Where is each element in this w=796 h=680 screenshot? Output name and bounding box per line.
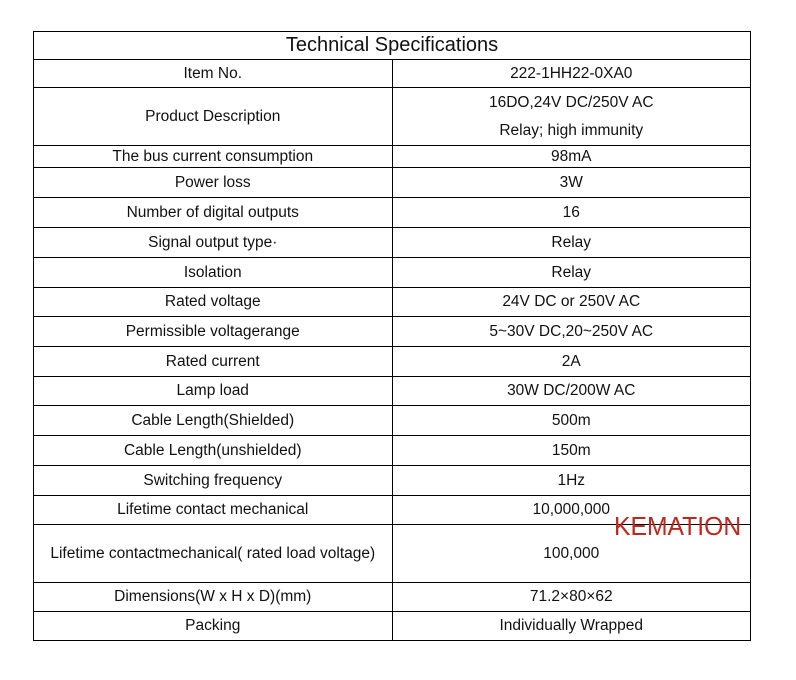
row-value: Individually Wrapped xyxy=(392,612,751,641)
table-row xyxy=(34,466,751,496)
kemation-watermark: KEMATION xyxy=(614,511,742,541)
table-row xyxy=(34,583,751,612)
row-value-line: Relay; high immunity xyxy=(499,121,644,139)
title-row xyxy=(34,32,751,60)
row-value: 1Hz xyxy=(392,466,751,496)
table-row xyxy=(34,317,751,347)
table-title: Technical Specifications xyxy=(34,32,751,60)
row-value: 5~30V DC,20~250V AC xyxy=(392,317,751,347)
table-row xyxy=(34,347,751,377)
row-label: The bus current consumption xyxy=(34,146,393,168)
row-value: 16 xyxy=(392,198,751,228)
row-label: Power loss xyxy=(34,168,393,198)
row-value: Relay xyxy=(392,228,751,258)
row-label: Rated current xyxy=(34,347,393,377)
row-label: Switching frequency xyxy=(34,466,393,496)
table-row xyxy=(34,228,751,258)
row-value: 2A xyxy=(392,347,751,377)
row-value: 500m xyxy=(392,406,751,436)
row-label: Item No. xyxy=(34,60,393,88)
table-row xyxy=(34,198,751,228)
table-row xyxy=(34,288,751,317)
row-label: Product Description xyxy=(34,88,393,146)
row-value: 150m xyxy=(392,436,751,466)
table-row xyxy=(34,168,751,198)
row-value: 24V DC or 250V AC xyxy=(392,288,751,317)
row-label: Packing xyxy=(34,612,393,641)
row-label: Rated voltage xyxy=(34,288,393,317)
table-row xyxy=(34,258,751,288)
row-label: Isolation xyxy=(34,258,393,288)
row-value: 10,000,000 xyxy=(392,496,751,525)
row-value: Relay xyxy=(392,258,751,288)
spec-table xyxy=(33,31,751,641)
row-label: Signal output type· xyxy=(34,228,393,258)
table-row xyxy=(34,436,751,466)
row-value: 100,000 xyxy=(392,525,751,583)
row-label: Cable Length(unshielded) xyxy=(34,436,393,466)
row-label: Cable Length(Shielded) xyxy=(34,406,393,436)
table-row xyxy=(34,377,751,406)
table-row xyxy=(34,612,751,641)
row-label: Lamp load xyxy=(34,377,393,406)
row-value: 71.2×80×62 xyxy=(392,583,751,612)
row-label: Dimensions(W x H x D)(mm) xyxy=(34,583,393,612)
table-row xyxy=(34,88,751,146)
row-value: 222-1HH22-0XA0 xyxy=(392,60,751,88)
table-row xyxy=(34,60,751,88)
row-value-line: 16DO,24V DC/250V AC xyxy=(488,94,654,112)
row-label: Permissible voltagerange xyxy=(34,317,393,347)
row-label: Lifetime contact mechanical xyxy=(34,496,393,525)
row-label: Lifetime contactmechanical( rated load voltage) xyxy=(34,525,393,583)
table-row xyxy=(34,406,751,436)
row-value: 3W xyxy=(392,168,751,198)
row-value xyxy=(392,88,751,146)
row-value: 30W DC/200W AC xyxy=(392,377,751,406)
table-row xyxy=(34,146,751,168)
row-value: 98mA xyxy=(392,146,751,168)
row-label: Number of digital outputs xyxy=(34,198,393,228)
